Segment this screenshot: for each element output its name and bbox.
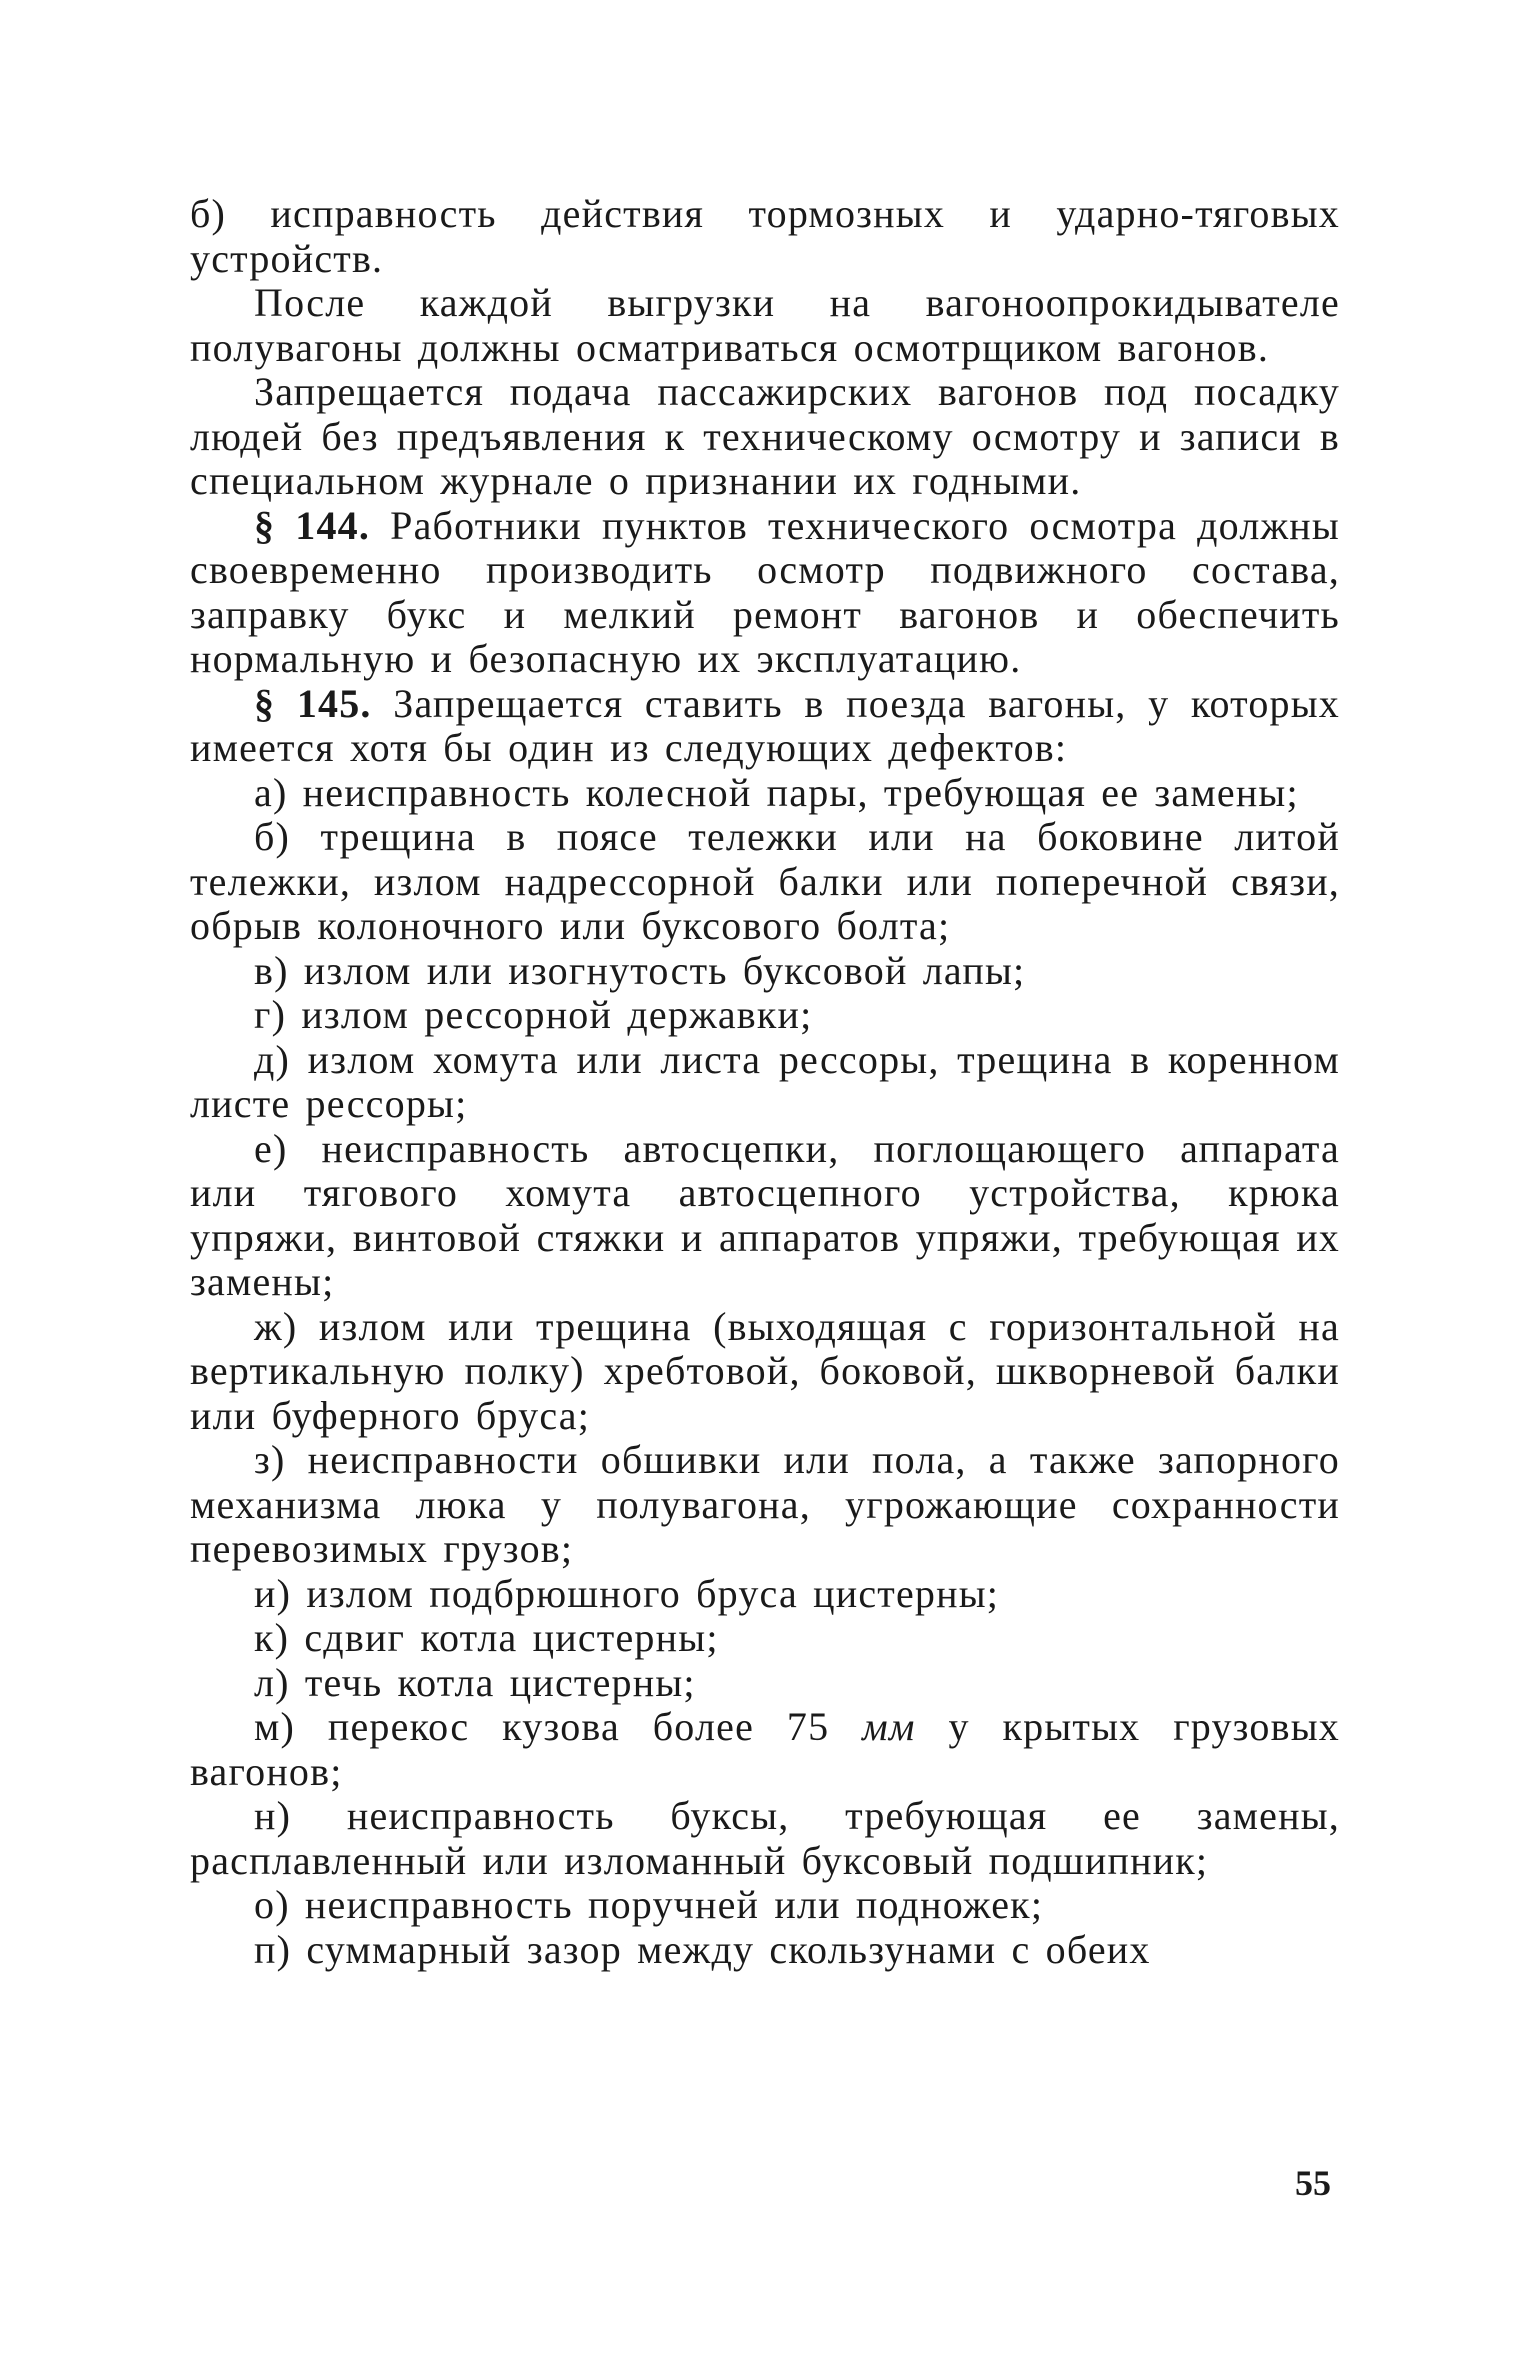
list-item xyxy=(190,1705,1340,1794)
list-item-text: м) перекос кузова более 75 xyxy=(254,1704,830,1749)
list-item: н) неисправность буксы, требующая ее замены, расплавленный или изломанный буксовый подшипник; xyxy=(190,1793,1340,1883)
section-number: § 144. xyxy=(254,502,371,548)
page-number: 55 xyxy=(1295,2163,1331,2203)
section-paragraph xyxy=(190,504,1340,682)
list-item: в) излом или изогнутость буксовой лапы; xyxy=(254,947,1026,993)
unit-label: мм xyxy=(862,1704,916,1749)
list-item: б) трещина в поясе тележки или на боковине литой тележки, излом надрессорной балки или поперечной связи, обрыв колоночного или буксового болта; xyxy=(190,814,1340,948)
list-item: з) неисправности обшивки или пола, а также запорного механизма люка у полувагона, угрожающие сохранности перевозимых грузов; xyxy=(190,1437,1340,1571)
list-item: к) сдвиг котла цистерны; xyxy=(254,1615,719,1660)
section-text: Работники пунктов технического осмотра должны своевременно производить осмотр подвижного состава, заправку букс и мелкий ремонт вагонов и обеспечить нормальную и безопасную их эксплуатацию. xyxy=(190,502,1340,681)
section-text: Запрещается ставить в поезда вагоны, у которых имеется хотя бы один из следующих дефектов: xyxy=(190,680,1341,770)
list-item-text: у крытых грузовых вагонов; xyxy=(190,1704,1340,1794)
list-item: д) излом хомута или листа рессоры, трещина в коренном листе рессоры; xyxy=(190,1036,1340,1126)
paragraph: После каждой выгрузки на вагоноопрокидывателе полувагоны должны осматриваться осмотрщиком вагонов. xyxy=(190,280,1340,370)
paragraph: б) исправность действия тормозных и ударно-тяговых устройств. xyxy=(190,191,1340,281)
list-item: л) течь котла цистерны; xyxy=(254,1659,696,1705)
list-item: о) неисправность поручней или подножек; xyxy=(254,1882,1044,1927)
section-number: § 145. xyxy=(254,680,372,726)
paragraph: Запрещается подача пассажирских вагонов под посадку людей без предъявления к техническому осмотру и записи в специальном журнале о признании их годными. xyxy=(190,369,1340,503)
list-item: п) суммарный зазор между скользунами с обеих xyxy=(254,1926,1151,1972)
list-item: е) неисправность автосцепки, поглощающего аппарата или тягового хомута автосцепного устройства, крюка упряжи, винтовой стяжки и аппаратов упряжи, требующая их замены; xyxy=(190,1125,1340,1304)
list-item: а) неисправность колесной пары, требующая ее замены; xyxy=(254,769,1299,815)
list-item: ж) излом или трещина (выходящая с горизонтальной на вертикальную полку) хребтовой, боковой, шкворневой балки или буферного бруса; xyxy=(190,1303,1340,1438)
body-text xyxy=(190,192,1340,1972)
section-paragraph xyxy=(190,682,1340,771)
list-item: и) излом подбрюшного бруса цистерны; xyxy=(254,1570,1000,1616)
list-item: г) излом рессорной державки; xyxy=(254,992,813,1037)
